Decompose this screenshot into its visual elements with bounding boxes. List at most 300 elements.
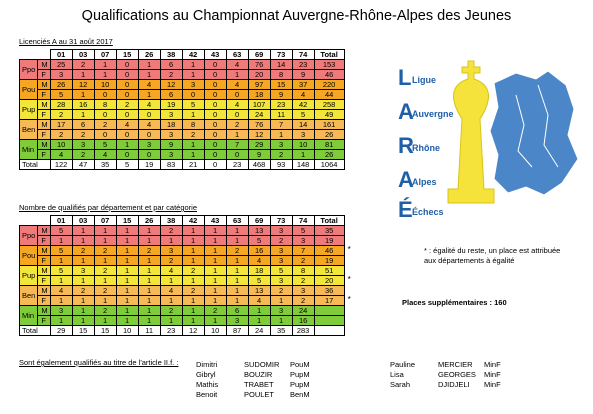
value-cell: 2 xyxy=(182,286,204,296)
total-cell: 283 xyxy=(292,326,314,336)
total-cell: 148 xyxy=(292,160,314,170)
value-cell: 0 xyxy=(182,90,204,100)
column-header: 38 xyxy=(160,50,182,60)
qualified-last: MERCIER xyxy=(438,360,473,369)
value-cell: 1 xyxy=(160,296,182,306)
value-cell: 37 xyxy=(292,80,314,90)
value-cell: 12 xyxy=(72,80,94,90)
total-cell: 47 xyxy=(72,160,94,170)
value-cell: 2 xyxy=(116,100,138,110)
value-cell: 1 xyxy=(138,286,160,296)
value-cell: 1 xyxy=(226,276,248,286)
value-cell: 1 xyxy=(138,276,160,286)
value-cell: 5 xyxy=(248,236,270,246)
category-cell: Ben xyxy=(20,286,38,306)
value-cell: 5 xyxy=(94,140,116,150)
value-cell: 3 xyxy=(270,226,292,236)
value-cell: 1 xyxy=(292,150,314,160)
value-cell: 0 xyxy=(94,90,116,100)
value-cell: 1 xyxy=(138,266,160,276)
logo-word-auvergne: Auvergne xyxy=(412,109,454,119)
value-cell: 1 xyxy=(72,110,94,120)
value-cell: 1 xyxy=(72,236,94,246)
value-cell: 1 xyxy=(72,316,94,326)
total-cell: 87 xyxy=(226,326,248,336)
column-header: Total xyxy=(314,50,344,60)
value-cell: 1 xyxy=(116,226,138,236)
column-header: 74 xyxy=(292,216,314,226)
lara-logo xyxy=(398,55,586,235)
total-label: Total xyxy=(20,160,51,170)
value-cell: 0 xyxy=(204,150,226,160)
value-cell: 10 xyxy=(50,140,72,150)
table-row xyxy=(20,140,345,150)
value-cell: 2 xyxy=(72,286,94,296)
total-cell: 11 xyxy=(138,326,160,336)
value-cell: 2 xyxy=(270,236,292,246)
value-cell: 2 xyxy=(160,226,182,236)
value-cell: 26 xyxy=(314,130,344,140)
value-cell: 5 xyxy=(50,226,72,236)
value-cell: 18 xyxy=(248,266,270,276)
value-cell: 24 xyxy=(292,306,314,316)
value-cell: 0 xyxy=(204,140,226,150)
sex-cell: M xyxy=(38,306,50,316)
total-cell: 83 xyxy=(160,160,182,170)
column-header: 38 xyxy=(160,216,182,226)
value-cell: 23 xyxy=(270,100,292,110)
value-cell: 13 xyxy=(248,226,270,236)
value-cell: 8 xyxy=(182,120,204,130)
sex-cell: M xyxy=(38,80,50,90)
value-cell: 42 xyxy=(292,100,314,110)
value-cell: 0 xyxy=(94,110,116,120)
value-cell: 0 xyxy=(94,130,116,140)
table1-caption: Licenciés A au 31 août 2017 xyxy=(19,37,113,46)
column-header: 63 xyxy=(226,50,248,60)
logo-word-rhone: Rhône xyxy=(412,143,440,153)
value-cell: 9 xyxy=(160,140,182,150)
qualified-table xyxy=(19,215,345,336)
value-cell: 2 xyxy=(50,110,72,120)
value-cell: 1 xyxy=(226,70,248,80)
value-cell: 0 xyxy=(226,110,248,120)
value-cell: 1 xyxy=(204,246,226,256)
value-cell: 3 xyxy=(270,256,292,266)
table-row xyxy=(20,120,345,130)
column-header: 69 xyxy=(248,216,270,226)
sex-cell: F xyxy=(38,70,50,80)
value-cell: 1 xyxy=(94,60,116,70)
column-header: 69 xyxy=(248,50,270,60)
value-cell: 0 xyxy=(116,150,138,160)
value-cell: 1 xyxy=(182,246,204,256)
value-cell: 0 xyxy=(116,110,138,120)
value-cell: 2 xyxy=(50,130,72,140)
total-cell: 21 xyxy=(182,160,204,170)
table2-caption: Nombre de qualifiés par département et par catégorie xyxy=(19,203,198,212)
total-row xyxy=(20,160,345,170)
total-cell: 29 xyxy=(50,326,72,336)
total-label: Total xyxy=(20,326,51,336)
value-cell: 3 xyxy=(226,316,248,326)
value-cell: 9 xyxy=(292,70,314,80)
qualified-cat: PouM xyxy=(290,360,310,369)
total-cell: 1064 xyxy=(314,160,344,170)
value-cell: 81 xyxy=(314,140,344,150)
total-cell: 122 xyxy=(50,160,72,170)
value-cell: 4 xyxy=(226,80,248,90)
value-cell: 1 xyxy=(182,60,204,70)
logo-letter-l: L xyxy=(398,65,412,90)
logo-letter-e: É xyxy=(398,197,413,222)
value-cell: 19 xyxy=(314,236,344,246)
total-cell: 12 xyxy=(182,326,204,336)
value-cell: 0 xyxy=(116,70,138,80)
value-cell: 0 xyxy=(226,150,248,160)
value-cell: 9 xyxy=(270,90,292,100)
value-cell: 1 xyxy=(116,266,138,276)
value-cell: 23 xyxy=(292,60,314,70)
table-header-row xyxy=(20,50,345,60)
value-cell: 76 xyxy=(248,60,270,70)
sex-cell: F xyxy=(38,256,50,266)
value-cell: 1 xyxy=(160,236,182,246)
value-cell: 12 xyxy=(160,80,182,90)
sex-cell: M xyxy=(38,140,50,150)
value-cell xyxy=(314,316,344,326)
value-cell: 4 xyxy=(138,80,160,90)
table-row xyxy=(20,150,345,160)
table-row xyxy=(20,130,345,140)
qualified-last: BOUZIR xyxy=(244,370,273,379)
value-cell: 20 xyxy=(314,276,344,286)
value-cell: 0 xyxy=(204,90,226,100)
value-cell: 76 xyxy=(248,120,270,130)
total-row xyxy=(20,326,345,336)
column-header: 43 xyxy=(204,50,226,60)
value-cell: 15 xyxy=(270,80,292,90)
value-cell: 2 xyxy=(160,70,182,80)
value-cell: 1 xyxy=(160,276,182,286)
value-cell: 3 xyxy=(270,306,292,316)
value-cell: 258 xyxy=(314,100,344,110)
value-cell: 1 xyxy=(226,296,248,306)
value-cell: 3 xyxy=(270,246,292,256)
category-cell: Pou xyxy=(20,246,38,266)
value-cell: 28 xyxy=(50,100,72,110)
logo-letter-a: A xyxy=(398,99,414,124)
value-cell: 2 xyxy=(94,306,116,316)
column-header: Total xyxy=(314,216,344,226)
header-blank xyxy=(38,216,50,226)
value-cell: 2 xyxy=(94,246,116,256)
sex-cell: F xyxy=(38,296,50,306)
table-row xyxy=(20,306,345,316)
value-cell: 51 xyxy=(314,266,344,276)
category-cell: Pup xyxy=(20,100,38,120)
sex-cell: M xyxy=(38,286,50,296)
value-cell: 11 xyxy=(270,110,292,120)
value-cell: 0 xyxy=(204,110,226,120)
value-cell: 2 xyxy=(292,296,314,306)
value-cell: 1 xyxy=(248,316,270,326)
value-cell: 14 xyxy=(270,60,292,70)
value-cell: 1 xyxy=(72,296,94,306)
value-cell: 1 xyxy=(138,60,160,70)
table-row xyxy=(20,100,345,110)
value-cell: 13 xyxy=(248,286,270,296)
table-row xyxy=(20,110,345,120)
qualified-last: DJIDJELI xyxy=(438,380,470,389)
value-cell: 1 xyxy=(94,226,116,236)
column-header: 07 xyxy=(94,216,116,226)
logo-word-echecs: Échecs xyxy=(412,207,444,217)
value-cell: 0 xyxy=(116,60,138,70)
sex-cell: F xyxy=(38,276,50,286)
value-cell: 3 xyxy=(138,140,160,150)
qualified-first: Sarah xyxy=(390,380,411,389)
column-header: 07 xyxy=(94,50,116,60)
logo-letter-r: R xyxy=(398,133,414,158)
value-cell: 1 xyxy=(116,140,138,150)
value-cell: 4 xyxy=(94,150,116,160)
value-cell: 8 xyxy=(292,266,314,276)
value-cell: 6 xyxy=(226,306,248,316)
value-cell: 3 xyxy=(292,130,314,140)
value-cell: 3 xyxy=(270,140,292,150)
qualified-caption: Sont également qualifiés au titre de l'article II.f. : xyxy=(19,358,179,367)
column-header: 43 xyxy=(204,216,226,226)
value-cell: 5 xyxy=(292,226,314,236)
value-cell: 25 xyxy=(50,60,72,70)
total-cell: 23 xyxy=(226,160,248,170)
value-cell: 1 xyxy=(270,130,292,140)
value-cell: 1 xyxy=(270,316,292,326)
value-cell: 3 xyxy=(292,286,314,296)
value-cell: 1 xyxy=(204,256,226,266)
value-cell: 0 xyxy=(116,80,138,90)
column-header: 03 xyxy=(72,50,94,60)
column-header: 74 xyxy=(292,50,314,60)
table-row xyxy=(20,276,345,286)
total-cell: 15 xyxy=(94,326,116,336)
value-cell: 0 xyxy=(226,90,248,100)
extra-places xyxy=(402,298,507,307)
value-cell: 1 xyxy=(72,70,94,80)
value-cell: 3 xyxy=(160,246,182,256)
value-cell: 1 xyxy=(204,276,226,286)
value-cell: 2 xyxy=(182,266,204,276)
value-cell: 17 xyxy=(314,296,344,306)
header-blank xyxy=(20,216,38,226)
value-cell: 3 xyxy=(50,70,72,80)
value-cell: 2 xyxy=(72,246,94,256)
category-cell: Ben xyxy=(20,120,38,140)
category-cell: Ppo xyxy=(20,60,38,80)
sex-cell: F xyxy=(38,236,50,246)
value-cell: 1 xyxy=(138,70,160,80)
qualified-last: SUDOMIR xyxy=(244,360,280,369)
value-cell: 18 xyxy=(248,90,270,100)
value-cell: 1 xyxy=(270,296,292,306)
value-cell: 2 xyxy=(72,150,94,160)
category-cell: Min xyxy=(20,140,38,160)
licensees-table xyxy=(19,49,345,170)
value-cell: 16 xyxy=(72,100,94,110)
value-cell: 3 xyxy=(292,236,314,246)
value-cell: 1 xyxy=(94,276,116,286)
table-row xyxy=(20,256,345,266)
value-cell: 4 xyxy=(160,266,182,276)
value-cell: 1 xyxy=(116,256,138,266)
sex-cell: M xyxy=(38,266,50,276)
value-cell: 1 xyxy=(182,150,204,160)
value-cell: 5 xyxy=(50,246,72,256)
value-cell: 1 xyxy=(50,316,72,326)
column-header: 15 xyxy=(116,216,138,226)
value-cell: 5 xyxy=(50,266,72,276)
value-cell: 26 xyxy=(50,80,72,90)
region-map-shape xyxy=(490,71,578,195)
total-cell: 10 xyxy=(204,326,226,336)
value-cell: 3 xyxy=(72,140,94,150)
value-cell: 7 xyxy=(270,120,292,130)
value-cell: 29 xyxy=(248,140,270,150)
value-cell: 4 xyxy=(116,120,138,130)
value-cell: 1 xyxy=(50,256,72,266)
value-cell: 1 xyxy=(116,246,138,256)
table-row xyxy=(20,286,345,296)
value-cell: 2 xyxy=(72,60,94,70)
value-cell: 1 xyxy=(94,70,116,80)
value-cell: 1 xyxy=(138,236,160,246)
page-title: Qualifications au Championnat Auvergne-Rhône-Alpes des Jeunes xyxy=(81,8,512,24)
value-cell xyxy=(314,306,344,316)
value-cell: 1 xyxy=(182,140,204,150)
table-row xyxy=(20,266,345,276)
equality-note xyxy=(424,246,569,266)
category-cell: Ppo xyxy=(20,226,38,246)
value-cell: 1 xyxy=(182,110,204,120)
category-cell: Pou xyxy=(20,80,38,100)
header-blank xyxy=(20,50,38,60)
value-cell: 19 xyxy=(160,100,182,110)
value-cell: 2 xyxy=(270,286,292,296)
value-cell: 35 xyxy=(314,226,344,236)
value-cell: 0 xyxy=(116,130,138,140)
value-cell: 97 xyxy=(248,80,270,90)
value-cell: 1 xyxy=(116,316,138,326)
value-cell: 46 xyxy=(314,246,344,256)
value-cell: 1 xyxy=(182,306,204,316)
table-row xyxy=(20,296,345,306)
value-cell: 6 xyxy=(160,60,182,70)
value-cell: 4 xyxy=(248,256,270,266)
row-star-marker: * xyxy=(347,244,351,254)
sex-cell: M xyxy=(38,60,50,70)
value-cell: 1 xyxy=(116,306,138,316)
header-blank xyxy=(38,50,50,60)
value-cell: 1 xyxy=(182,236,204,246)
value-cell: 10 xyxy=(94,80,116,90)
value-cell: 5 xyxy=(50,90,72,100)
value-cell: 1 xyxy=(50,236,72,246)
value-cell: 0 xyxy=(204,80,226,90)
value-cell: 1 xyxy=(204,266,226,276)
total-cell: 468 xyxy=(248,160,270,170)
logo-word-alpes: Alpes xyxy=(412,177,437,187)
category-cell: Pup xyxy=(20,266,38,286)
value-cell: 44 xyxy=(314,90,344,100)
qualified-first: Pauline xyxy=(390,360,416,369)
table-row xyxy=(20,80,345,90)
value-cell: 5 xyxy=(270,266,292,276)
value-cell: 1 xyxy=(204,286,226,296)
value-cell: 1 xyxy=(182,70,204,80)
row-star-marker: * xyxy=(347,294,351,304)
value-cell: 24 xyxy=(248,110,270,120)
value-cell: 2 xyxy=(160,306,182,316)
value-cell: 0 xyxy=(138,130,160,140)
value-cell: 2 xyxy=(94,266,116,276)
column-header: 01 xyxy=(50,50,72,60)
value-cell: 161 xyxy=(314,120,344,130)
value-cell: 1 xyxy=(94,236,116,246)
value-cell: 18 xyxy=(160,120,182,130)
qualified-first: Dimitri xyxy=(196,360,218,369)
sex-cell: M xyxy=(38,226,50,236)
value-cell: 3 xyxy=(160,110,182,120)
value-cell: 2 xyxy=(226,246,248,256)
total-cell: 35 xyxy=(94,160,116,170)
value-cell: 1 xyxy=(116,296,138,306)
value-cell: 6 xyxy=(160,90,182,100)
sex-cell: F xyxy=(38,130,50,140)
value-cell: 1 xyxy=(138,316,160,326)
value-cell: 1 xyxy=(72,276,94,286)
value-cell: 1 xyxy=(226,236,248,246)
table-row xyxy=(20,60,345,70)
value-cell: 16 xyxy=(292,316,314,326)
qualified-cat: MinF xyxy=(484,380,501,389)
column-header: 03 xyxy=(72,216,94,226)
value-cell: 10 xyxy=(292,140,314,150)
sex-cell: M xyxy=(38,100,50,110)
qualified-cat: BenM xyxy=(290,390,310,399)
value-cell: 0 xyxy=(204,100,226,110)
value-cell: 1 xyxy=(182,226,204,236)
note-star: * xyxy=(424,246,427,255)
value-cell: 49 xyxy=(314,110,344,120)
value-cell: 3 xyxy=(72,266,94,276)
value-cell: 7 xyxy=(292,246,314,256)
value-cell: 19 xyxy=(314,256,344,266)
column-header: 42 xyxy=(182,216,204,226)
column-header: 73 xyxy=(270,216,292,226)
value-cell: 4 xyxy=(292,90,314,100)
column-header: 26 xyxy=(138,50,160,60)
value-cell: 4 xyxy=(50,286,72,296)
value-cell: 0 xyxy=(204,120,226,130)
extra-places-label: Places supplémentaires : xyxy=(402,298,493,307)
value-cell: 1 xyxy=(72,226,94,236)
value-cell: 1 xyxy=(226,226,248,236)
value-cell: 1 xyxy=(50,276,72,286)
value-cell: 1 xyxy=(182,276,204,286)
value-cell: 2 xyxy=(72,130,94,140)
value-cell: 1 xyxy=(226,130,248,140)
